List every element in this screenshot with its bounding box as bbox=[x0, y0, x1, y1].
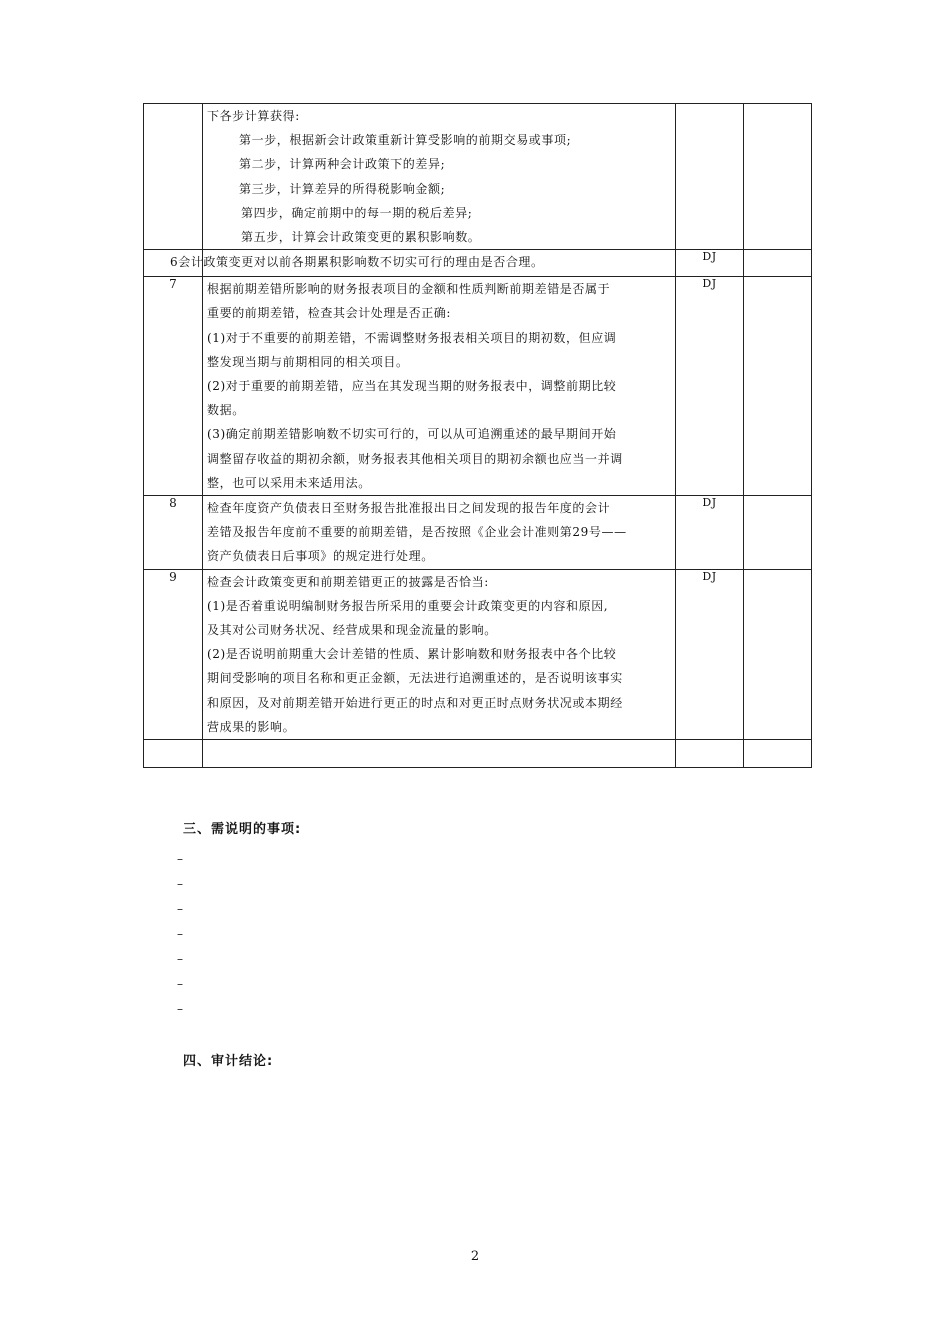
number-cell bbox=[144, 104, 203, 250]
procedure-line: 第四步，确定前期中的每一期的税后差异; bbox=[241, 205, 473, 220]
procedure-cell bbox=[203, 496, 676, 570]
table-row bbox=[144, 277, 812, 496]
procedure-line: 检查会计政策变更和前期差错更正的披露是否恰当: bbox=[207, 574, 489, 589]
procedure-line: 根据前期差错所影响的财务报表项目的金额和性质判断前期差错是否属于 bbox=[207, 282, 611, 297]
procedure-line: 整发现当期与前期相同的相关项目。 bbox=[207, 354, 409, 369]
procedure-line: 重要的前期差错，检查其会计处理是否正确: bbox=[207, 306, 452, 321]
table-row bbox=[144, 740, 812, 768]
procedure-line: 资产负债表日后事项》的规定进行处理。 bbox=[207, 549, 434, 564]
procedure-line: (1)是否着重说明编制财务报告所采用的重要会计政策变更的内容和原因, bbox=[207, 598, 609, 613]
procedure-line: 调整留存收益的期初余额，财务报表其他相关项目的期初余额也应当一并调 bbox=[207, 451, 623, 466]
procedure-line: 检查年度资产负债表日至财务报告批准报出日之间发现的报告年度的会计 bbox=[207, 501, 611, 516]
procedure-line: 整，也可以采用未来适用法。 bbox=[207, 475, 371, 490]
number-cell bbox=[144, 250, 544, 277]
procedure-text: 6会计政策变更对以前各期累积影响数不切实可行的理由是否合理。 bbox=[170, 255, 544, 270]
procedure-cell bbox=[203, 104, 676, 250]
note-cell bbox=[744, 496, 812, 570]
procedure-line: 第五步，计算会计政策变更的累积影响数。 bbox=[241, 230, 481, 245]
procedure-cell bbox=[203, 277, 676, 496]
table-row bbox=[144, 569, 812, 739]
procedure-line: 数据。 bbox=[207, 403, 245, 418]
list-item-dash: – bbox=[177, 852, 183, 866]
procedure-line: (2)对于重要的前期差错，应当在其发现当期的财务报表中，调整前期比较 bbox=[207, 379, 617, 394]
procedure-line: (2)是否说明前期重大会计差错的性质、累计影响数和财务报表中各个比较 bbox=[207, 647, 617, 662]
list-item-dash: – bbox=[177, 952, 183, 966]
note-cell bbox=[744, 250, 812, 277]
workpaper-ref: DJ bbox=[676, 569, 744, 739]
procedure-cell bbox=[203, 740, 676, 768]
table-row bbox=[144, 250, 812, 277]
list-item-dash: – bbox=[177, 877, 183, 891]
procedure-line: (1)对于不重要的前期差错，不需调整财务报表相关项目的期初数，但应调 bbox=[207, 330, 617, 345]
note-cell bbox=[744, 740, 812, 768]
procedure-line: 营成果的影响。 bbox=[207, 719, 296, 734]
procedure-line: 和原因，及对前期差错开始进行更正的时点和对更正时点财务状况或本期经 bbox=[207, 695, 623, 710]
number-cell bbox=[144, 740, 203, 768]
list-item-dash: – bbox=[177, 1002, 183, 1016]
list-item-dash: – bbox=[177, 902, 183, 916]
audit-procedure-table bbox=[143, 103, 812, 768]
row-number: 8 bbox=[144, 496, 203, 570]
ref-cell bbox=[676, 104, 744, 250]
note-cell bbox=[744, 104, 812, 250]
list-item-dash: – bbox=[177, 927, 183, 941]
procedure-line: 差错及报告年度前不重要的前期差错，是否按照《企业会计准则第29号—— bbox=[207, 525, 627, 540]
procedure-line: 第三步，计算差异的所得税影响金额; bbox=[239, 181, 446, 196]
section-heading-matters: 三、需说明的事项: bbox=[183, 822, 302, 837]
workpaper-ref: DJ bbox=[676, 250, 744, 277]
note-cell bbox=[744, 569, 812, 739]
ref-cell bbox=[676, 740, 744, 768]
procedure-line: 期间受影响的项目名称和更正金额，无法进行追溯重述的，是否说明该事实 bbox=[207, 671, 623, 686]
table-row bbox=[144, 104, 812, 250]
procedure-line: 第一步，根据新会计政策重新计算受影响的前期交易或事项; bbox=[239, 133, 572, 148]
procedure-cell bbox=[203, 569, 676, 739]
workpaper-ref: DJ bbox=[676, 277, 744, 496]
note-cell bbox=[744, 277, 812, 496]
procedure-line: 及其对公司财务状况、经营成果和现金流量的影响。 bbox=[207, 623, 497, 638]
list-item-dash: – bbox=[177, 977, 183, 991]
page-number: 2 bbox=[470, 1249, 480, 1264]
workpaper-ref: DJ bbox=[676, 496, 744, 570]
procedure-line: 第二步，计算两种会计政策下的差异; bbox=[239, 157, 446, 172]
row-number: 9 bbox=[144, 569, 203, 739]
procedure-line: (3)确定前期差错影响数不切实可行的，可以从可追溯重述的最早期间开始 bbox=[207, 427, 617, 442]
table-row bbox=[144, 496, 812, 570]
procedure-line: 下各步计算获得: bbox=[207, 109, 300, 123]
section-heading-conclusion: 四、审计结论: bbox=[183, 1054, 274, 1069]
row-number: 7 bbox=[144, 277, 203, 496]
